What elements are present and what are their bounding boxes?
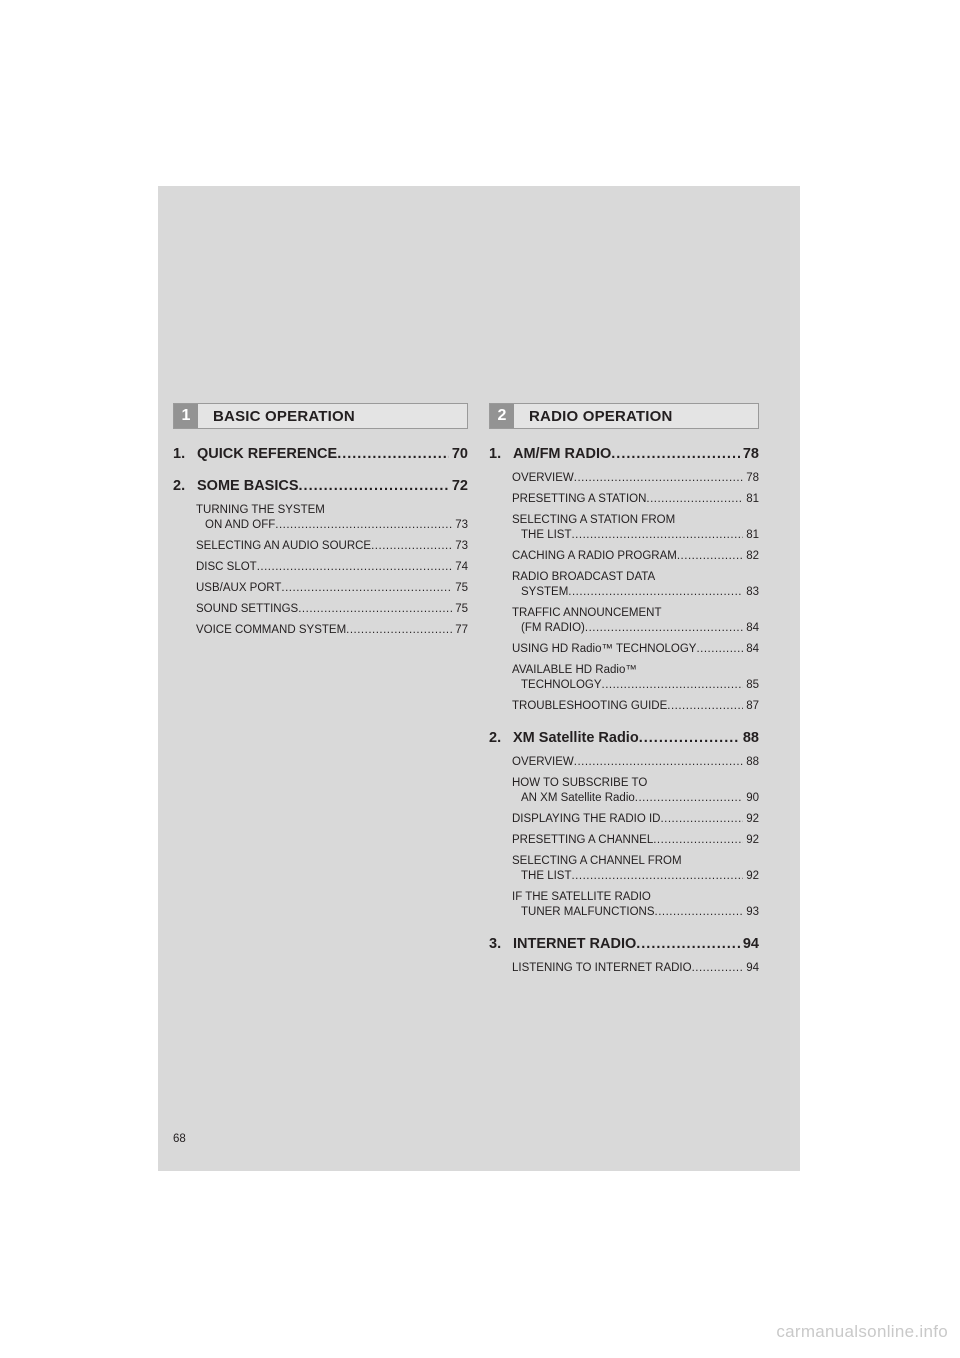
entry-line-with-page	[196, 518, 468, 533]
chapter-title: INTERNET RADIO	[513, 936, 637, 952]
entry-label: SYSTEM	[521, 586, 569, 598]
toc-entry[interactable]	[196, 581, 468, 596]
entry-line-with-page	[512, 621, 759, 636]
toc-chapter[interactable]	[489, 936, 759, 952]
entry-line: SELECTING A CHANNEL FROM	[512, 855, 682, 867]
dot-leader	[275, 518, 452, 533]
entry-line-with-page	[512, 471, 759, 486]
entry-line-with-page	[512, 869, 759, 884]
dot-leader	[371, 539, 452, 554]
chapter-page: 72	[451, 478, 468, 494]
entry-line-with-page	[512, 678, 759, 693]
entry-page: 83	[746, 586, 759, 598]
dot-leader	[653, 833, 743, 848]
dot-leader	[346, 623, 452, 638]
entry-line-with-page	[196, 539, 468, 554]
toc-entry[interactable]	[512, 699, 759, 714]
entry-label: SOUND SETTINGS	[196, 603, 299, 615]
toc-entry[interactable]	[196, 539, 468, 554]
toc-entry[interactable]	[512, 755, 759, 770]
entry-label: OVERVIEW	[512, 472, 574, 484]
entry-line: IF THE SATELLITE RADIO	[512, 891, 651, 903]
toc-entry-list	[512, 755, 759, 920]
entry-page: 92	[746, 813, 759, 825]
toc-entry[interactable]	[512, 606, 759, 636]
entry-line: HOW TO SUBSCRIBE TO	[512, 777, 648, 789]
section-number: 2	[490, 404, 514, 428]
dot-leader	[281, 581, 452, 596]
entry-line: SELECTING A STATION FROM	[512, 514, 676, 526]
entry-line-with-page	[512, 642, 759, 657]
dot-leader	[298, 602, 452, 617]
entry-line-with-page	[512, 528, 759, 543]
dot-leader	[655, 905, 744, 920]
entry-line-with-page	[196, 602, 468, 617]
entry-page: 92	[746, 834, 759, 846]
left-toc	[173, 446, 468, 638]
section-title: BASIC OPERATION	[213, 407, 355, 425]
left-column	[173, 403, 468, 644]
dot-leader	[585, 621, 743, 636]
toc-entry[interactable]	[196, 602, 468, 617]
entry-page: 92	[746, 870, 759, 882]
entry-page: 75	[455, 603, 468, 615]
chapter-page: 70	[451, 446, 468, 462]
chapter-page: 94	[742, 936, 759, 952]
dot-leader	[299, 478, 449, 494]
chapter-number: 2.	[489, 730, 502, 746]
chapter-title: QUICK REFERENCE	[197, 446, 338, 462]
entry-label: ON AND OFF	[205, 519, 276, 531]
dot-leader	[568, 585, 743, 600]
right-column	[489, 403, 759, 982]
dot-leader	[337, 446, 449, 462]
entry-label: USING HD Radio™ TECHNOLOGY	[512, 643, 697, 655]
toc-chapter[interactable]	[173, 446, 468, 462]
toc-entry[interactable]	[512, 776, 759, 806]
toc-entry-list	[512, 961, 759, 976]
chapter-number: 1.	[173, 446, 186, 462]
entry-line-with-page	[196, 581, 468, 596]
chapter-page: 88	[742, 730, 759, 746]
dot-leader	[660, 812, 743, 827]
entry-line-with-page	[512, 791, 759, 806]
toc-entry[interactable]	[512, 890, 759, 920]
entry-line: TRAFFIC ANNOUNCEMENT	[512, 607, 662, 619]
entry-label: USB/AUX PORT	[196, 582, 282, 594]
chapter-title: AM/FM RADIO	[513, 446, 612, 462]
entry-label: THE LIST	[521, 529, 572, 541]
entry-page: 90	[746, 792, 759, 804]
toc-entry[interactable]	[512, 513, 759, 543]
toc-entry-list	[196, 503, 468, 638]
toc-entry[interactable]	[512, 663, 759, 693]
entry-page: 77	[455, 624, 468, 636]
entry-page: 87	[746, 700, 759, 712]
entry-line-with-page	[512, 699, 759, 714]
dot-leader	[646, 492, 743, 507]
toc-entry[interactable]	[512, 812, 759, 827]
entry-page: 82	[746, 550, 759, 562]
dot-leader	[571, 528, 743, 543]
toc-entry[interactable]	[512, 642, 759, 657]
entry-page: 85	[746, 679, 759, 691]
entry-page: 84	[746, 622, 759, 634]
entry-line-with-page	[196, 560, 468, 575]
entry-label: OVERVIEW	[512, 756, 574, 768]
entry-line-with-page	[512, 755, 759, 770]
dot-leader	[636, 936, 740, 952]
entry-page: 75	[455, 582, 468, 594]
entry-label: DISPLAYING THE RADIO ID	[512, 813, 661, 825]
toc-entry[interactable]	[512, 492, 759, 507]
chapter-title: XM Satellite Radio	[513, 730, 639, 746]
entry-page: 81	[746, 529, 759, 541]
toc-entry[interactable]	[196, 560, 468, 575]
toc-entry[interactable]	[512, 549, 759, 564]
entry-page: 74	[455, 561, 468, 573]
chapter-number: 3.	[489, 936, 502, 952]
entry-label: DISC SLOT	[196, 561, 257, 573]
entry-line: AVAILABLE HD Radio™	[512, 664, 637, 676]
chapter-page: 78	[742, 446, 759, 462]
entry-line-with-page	[512, 492, 759, 507]
toc-chapter[interactable]	[489, 730, 759, 746]
chapter-title: SOME BASICS	[197, 478, 299, 494]
entry-label: PRESETTING A CHANNEL	[512, 834, 654, 846]
dot-leader	[602, 678, 744, 693]
entry-label: CACHING A RADIO PROGRAM	[512, 550, 677, 562]
toc-entry-list	[512, 471, 759, 714]
chapter-number: 2.	[173, 478, 186, 494]
entry-page: 73	[455, 519, 468, 531]
entry-line: TURNING THE SYSTEM	[196, 504, 325, 516]
right-toc	[489, 446, 759, 976]
dot-leader	[677, 549, 743, 564]
toc-entry[interactable]	[512, 854, 759, 884]
dot-leader	[635, 791, 743, 806]
toc-entry[interactable]	[512, 961, 759, 976]
toc-entry[interactable]	[196, 623, 468, 638]
entry-line-with-page	[512, 549, 759, 564]
entry-line-with-page	[512, 961, 759, 976]
toc-chapter[interactable]	[173, 478, 468, 494]
page-number: 68	[173, 1133, 186, 1145]
dot-leader	[639, 730, 740, 746]
dot-leader	[574, 755, 743, 770]
dot-leader	[667, 699, 743, 714]
entry-line-with-page	[512, 812, 759, 827]
entry-label: TROUBLESHOOTING GUIDE	[512, 700, 668, 712]
entry-label: (FM RADIO)	[521, 622, 585, 634]
dot-leader	[571, 869, 743, 884]
toc-entry[interactable]	[196, 503, 468, 533]
entry-label: SELECTING AN AUDIO SOURCE	[196, 540, 372, 552]
watermark: carmanualsonline.info	[776, 1322, 948, 1341]
entry-page: 94	[746, 962, 759, 974]
entry-line-with-page	[196, 623, 468, 638]
section-number: 1	[174, 404, 198, 428]
entry-label: VOICE COMMAND SYSTEM	[196, 624, 347, 636]
entry-line: RADIO BROADCAST DATA	[512, 571, 656, 583]
dot-leader	[611, 446, 740, 462]
dot-leader	[257, 560, 452, 575]
entry-page: 93	[746, 906, 759, 918]
toc-entry[interactable]	[512, 833, 759, 848]
section-header-basic-operation	[173, 403, 468, 429]
chapter-number: 1.	[489, 446, 502, 462]
toc-chapter[interactable]	[489, 446, 759, 462]
entry-label: AN XM Satellite Radio	[521, 792, 635, 804]
entry-page: 88	[746, 756, 759, 768]
toc-entry[interactable]	[512, 471, 759, 486]
dot-leader	[692, 961, 744, 976]
entry-label: TUNER MALFUNCTIONS	[521, 906, 655, 918]
entry-line-with-page	[512, 585, 759, 600]
dot-leader	[696, 642, 743, 657]
entry-label: LISTENING TO INTERNET RADIO	[512, 962, 692, 974]
toc-entry[interactable]	[512, 570, 759, 600]
section-header-radio-operation	[489, 403, 759, 429]
entry-label: THE LIST	[521, 870, 572, 882]
entry-label: PRESETTING A STATION	[512, 493, 647, 505]
dot-leader	[574, 471, 743, 486]
entry-page: 78	[746, 472, 759, 484]
entry-page: 84	[746, 643, 759, 655]
section-title: RADIO OPERATION	[529, 407, 673, 425]
entry-page: 81	[746, 493, 759, 505]
entry-label: TECHNOLOGY	[521, 679, 602, 691]
entry-line-with-page	[512, 905, 759, 920]
entry-page: 73	[455, 540, 468, 552]
entry-line-with-page	[512, 833, 759, 848]
